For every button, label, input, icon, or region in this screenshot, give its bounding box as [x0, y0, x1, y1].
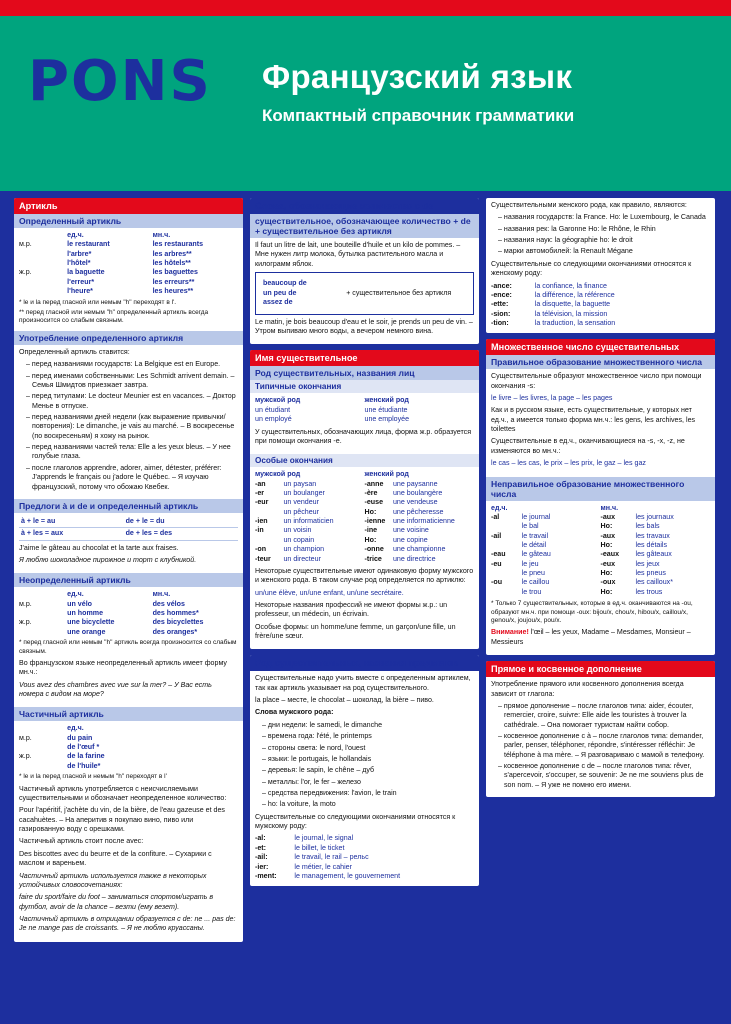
- objects-p3: Существительные со следующими окончаниями относятся к мужскому роду:: [255, 812, 456, 831]
- prep-example-fr: J'aime le gâteau au chocolat et la tarte aux fraises.: [19, 543, 179, 552]
- object-nouns-body: [250, 671, 479, 886]
- definite-note-2: ** перед гласной или немым "h" определенный артикль всегда произносится со слабым связным.: [19, 308, 209, 325]
- col-head-sg: ед.ч.: [67, 231, 84, 239]
- subsection-irregular-plural: Неправильное образование множественного числа: [486, 477, 715, 501]
- list-item: – названия наук: la géographie ho: le droit: [498, 236, 710, 245]
- table-row: -ou le caillou -oux les cailloux*: [491, 578, 673, 587]
- table-row: -ien un informaticien -ienne une informaticienne: [255, 517, 455, 526]
- header-band: [0, 16, 731, 191]
- complement-list: [491, 702, 710, 790]
- plural-p3: Как и в русском языке, есть существительные, у которых нет ед.ч., а имеется только форма мн.ч.: les gens, les archives, les toilettes: [491, 406, 696, 434]
- table-row: ж.р. de la farine: [19, 752, 105, 761]
- table-row: -er un boulanger -ère une boulangère: [255, 489, 443, 497]
- col-head-sg: ед.ч.: [67, 590, 84, 599]
- quantity-box-right: + существительное без артикля: [346, 288, 452, 297]
- list-item: – после глаголов apprendre, adorer, aimer, détester, préférer: J'apprends le français ou j'adore le Québec. – Я изучаю французский, потому что обожаю Квебек.: [26, 464, 238, 492]
- partitive-p7: Частичный артикль в отрицании образуется с de: ne ... pas de: Je ne mange pas de croissants. – Я не люблю круассаны.: [19, 914, 236, 933]
- table-row: -eau le gâteau -eaux les gâteaux: [491, 550, 672, 559]
- card-noun: [250, 350, 479, 649]
- typical-note: У существительных, обозначающих лица, форма ж.р. образуется при помощи окончания -e.: [255, 427, 472, 445]
- logo-text: PONS: [28, 49, 212, 114]
- section-title-plural: Множественное число существительных: [486, 339, 715, 355]
- section-title-object-nouns: Род существительных, названия предметов: [250, 655, 479, 671]
- table-row: une orange des oranges*: [67, 627, 198, 636]
- table-row: l'arbre* les arbres**: [67, 249, 192, 258]
- table-row: -eur un vendeur -euse une vendeuse: [255, 498, 438, 507]
- table-row: -al le journal -aux les journaux: [491, 512, 674, 521]
- quantity-p1: Il faut un litre de lait, une bouteille d'huile et un kilo de pommes. – Мне нужен литр молока, бутылка растительного масла и килограмм яблок.: [255, 241, 461, 268]
- special-p4: Особые формы: un homme/une femme, un garçon/une fille, un frère/une sœur.: [255, 622, 456, 641]
- subsection-article-usage: Употребление определенного артикля: [14, 331, 243, 345]
- table-row: -ail le travail -aux les travaux: [491, 531, 670, 540]
- table-row: -teur un directeur -trice une directrice: [255, 554, 436, 563]
- table-row: -ence: la différence, la référence: [491, 290, 615, 299]
- list-item: – названия государств: la France. Ho: le Luxembourg, le Canada: [498, 213, 710, 222]
- table-row: de l'œuf *: [67, 743, 100, 752]
- column-1: [14, 198, 243, 1010]
- quantity-box: [255, 272, 474, 315]
- partitive-p6: faire du sport/faire du foot – заниматься спортом/играть в футбол, avoir de la chance – везти (ему везет).: [19, 893, 214, 911]
- table-row: ж.р. la baguette les baguettes: [19, 268, 198, 277]
- feminine-p2: Существительные со следующими окончаниями относятся к женскому роду:: [491, 259, 692, 278]
- list-item: – ho: la voiture, la moto: [262, 800, 474, 809]
- table-row: un pêcheur Ho: une pêcheresse: [283, 507, 444, 516]
- page-subtitle: Компактный справочник грамматики: [262, 106, 575, 125]
- quantity-term: beaucoup de: [263, 279, 307, 288]
- definite-article-table: [19, 231, 238, 297]
- table-row: м.р. du pain: [19, 733, 93, 742]
- list-item: – дни недели: le samedi, le dimanche: [262, 721, 474, 730]
- subsection-regular-plural: Правильное образование множественного числа: [486, 355, 715, 369]
- indefinite-note: * перед гласной или немым "h" артикль всегда произносится со слабым связным.: [19, 639, 237, 655]
- partitive-p1: Частичный артикль употребляется с неисчисляемыми существительными и обозначает неопределенное количество:: [19, 784, 227, 802]
- table-row: un employé une employée: [255, 415, 410, 424]
- card-feminine-nouns: [486, 198, 715, 333]
- list-item: – названия рек: la Garonne Ho: le Rhône, le Rhin: [498, 225, 710, 234]
- objects-masc-head: Слова мужского рода:: [255, 708, 334, 717]
- objects-p2: la place – месте, le chocolat – шоколад, la bière – пиво.: [255, 696, 434, 705]
- col-head-sg: ед.ч.: [67, 724, 84, 733]
- partitive-article-table: [19, 724, 238, 771]
- table-row: l'erreur* les erreurs**: [67, 277, 195, 286]
- plural-p2: le livre – les livres, la page – les pages: [491, 394, 613, 403]
- table-row: le pneu Ho: les pneus: [521, 569, 666, 578]
- list-item: – металлы: l'or, le fer – железо: [262, 778, 474, 787]
- plural-note: * Только 7 существительных, которые в ед.ч. оканчиваются на -ou, образуют мн.ч. при помощи -oux: bijou/x, chou/x, hibou/x, caillou/x, genou/x, joujou/x, pou/x.: [491, 600, 693, 625]
- section-title-complement: Прямое и косвенное дополнение: [486, 661, 715, 677]
- list-item: – средства передвижения: l'avion, le train: [262, 789, 474, 798]
- definite-article-body: [14, 228, 243, 331]
- card-article: [14, 198, 243, 942]
- usage-list: [19, 360, 238, 492]
- partitive-p5: Частичный артикль используется также в некоторых устойчивых словосочетаниях:: [19, 871, 207, 889]
- irregular-plural-table: ед.ч. мн.ч. -al le journal -aux les journaux le bal Ho: les bals -ail le travail -aux les travaux le détail Ho: les détails -eau le gâteau -eaux les gâteaux -eu le jeu -eux les jeux le pneu Ho: les pneus -ou le caillou -oux les cailloux* le trou Ho: les trous: [491, 504, 710, 598]
- plural-p4: Существительные в ед.ч., оканчивающиеся на -s, -x, -z, не изменяются во мн.ч.:: [491, 437, 685, 455]
- column-2: [250, 198, 479, 1010]
- complement-body: [486, 677, 715, 797]
- table-row: м.р. le restaurant les restaurants: [19, 240, 204, 249]
- feminine-endings-table: [491, 282, 710, 329]
- table-row: -al: le journal, le signal: [255, 834, 354, 843]
- preposition-table: [19, 516, 238, 541]
- list-item: – перед именами собственными: Les Schmidt arrivent demain. – Семья Шмидтов приезжает завтра.: [26, 372, 238, 391]
- card-object-complement: [486, 661, 715, 797]
- col-head-pl: мн.ч.: [152, 590, 171, 599]
- attention-label: Внимание!: [491, 628, 529, 637]
- table-row: à + le = au de + le = du: [19, 516, 238, 528]
- subsection-prepositions: Предлоги à и de и определенный артикль: [14, 499, 243, 513]
- table-row: -tion: la traduction, la sensation: [491, 318, 616, 327]
- page-title: Французский язык: [262, 58, 573, 95]
- complement-p1: Употребление прямого или косвенного дополнения всегда зависит от глагола:: [491, 680, 684, 698]
- definite-note-1: * le и la перед гласной или немым "h" переходят в l'.: [19, 298, 177, 306]
- table-row: l'heure* les heures**: [67, 287, 194, 296]
- regular-plural-body: [486, 369, 715, 476]
- table-row: à + les = aux de + les = des: [19, 528, 238, 540]
- list-item: – прямое дополнение – после глаголов типа: aider, écouter, remercier, croire, suivre: Elle aide les touristes à trouver la cathédrale. – Она помогает туристам найти собор.: [498, 702, 710, 730]
- special-endings-table: мужской род женский род -an un paysan -anne une paysanne -er un boulanger -ère une boulangère -eur un vendeur -euse une vendeuse un pêcheur Ho: une pêcheresse -ien un informaticien -ienne une informaticienne -in un voisin -ine une voisine un copain Ho: une copine -on un champion -onne une championne -teur un directeur -trice une directrice: [255, 470, 474, 564]
- objects-p1: Существительные надо учить вместе с определенным артиклем, так как артикль указывает на род существительного.: [255, 674, 471, 692]
- list-item: – косвенное дополнение с à – после глаголов типа: demander, parler, penser, téléphoner, répondre, s'intéresser réfléchir: Je téléphone à ma mère. – Я разговариваю с мамой в телефону.: [498, 732, 710, 760]
- content-columns: [14, 198, 717, 1010]
- quantity-term: assez de: [263, 298, 293, 307]
- plural-p5: le cas – les cas, le prix – les prix, le gaz – les gaz: [491, 459, 646, 468]
- table-row: м.р. un vélo des vélos: [19, 599, 185, 608]
- typical-endings-table: мужской род женский род un étudiant une étudiante un employé une employée: [255, 396, 474, 424]
- partitive-p4: Des biscottes avec du beurre et de la confiture. – Сухарики с маслом и вареньем.: [19, 849, 212, 868]
- usage-intro: Определенный артикль ставится:: [19, 347, 130, 356]
- section-title-noun: Имя существительное: [250, 350, 479, 366]
- table-row: un copain Ho: une copine: [283, 535, 428, 544]
- card-quantity: [250, 198, 479, 344]
- table-row: -et: le billet, le ticket: [255, 843, 345, 852]
- quantity-body: [250, 238, 479, 344]
- section-title-article: Артикль: [14, 198, 243, 214]
- top-red-strip: [0, 0, 731, 16]
- objects-endings-table: [255, 834, 474, 881]
- table-row: ж.р. une bicyclette des bicyclettes: [19, 618, 204, 627]
- table-row: un homme des hommes*: [67, 609, 199, 618]
- list-item: – перед названиями государств: La Belgique est en Europe.: [26, 360, 238, 369]
- objects-masc-list: [255, 721, 474, 810]
- feminine-p1: Существительными женского рода, как правило, являются:: [491, 201, 687, 209]
- article-usage-body: [14, 345, 243, 499]
- list-item: – марки автомобилей: la Renault Mégane: [498, 247, 710, 256]
- subsection-noun-gender: Род существительных, названия лиц: [250, 366, 479, 380]
- list-item: – языки: le portugais, le hollandais: [262, 755, 474, 764]
- subsection-special-endings: Особые окончания: [250, 454, 479, 467]
- list-item: – деревья: le sapin, le chêne – дуб: [262, 766, 474, 775]
- subsection-typical-endings: Типичные окончания: [250, 380, 479, 393]
- table-row: -ail: le travail, le rail – рельс: [255, 853, 369, 862]
- card-plural: [486, 339, 715, 655]
- prep-example-ru: Я люблю шоколадное пирожное и торт с клубникой.: [19, 555, 197, 564]
- table-row: -sion: la télévision, la mission: [491, 309, 608, 318]
- attention-text: l'œil – les yeux, Madame – Mesdames, Monsieur – Messieurs: [491, 628, 691, 646]
- subsection-indefinite-article: Неопределенный артикль: [14, 573, 243, 587]
- table-row: un étudiant une étudiante: [255, 405, 408, 414]
- indefinite-article-table: [19, 590, 238, 637]
- typical-endings-body: [250, 393, 479, 454]
- subsection-partitive-article: Частичный артикль: [14, 707, 243, 721]
- special-endings-body: [250, 467, 479, 649]
- table-row: -eu le jeu -eux les jeux: [491, 559, 660, 568]
- indefinite-p2: Vous avez des chambres avec vue sur la mer? – У Вас есть номера с видом на море?: [19, 680, 212, 699]
- list-item: – стороны света: le nord, l'ouest: [262, 744, 474, 753]
- card-object-nouns: [250, 655, 479, 886]
- irregular-plural-body: [486, 501, 715, 656]
- indefinite-p1: Во французском языке неопределенный артикль имеет форму мн.ч.:: [19, 658, 227, 677]
- table-row: -in un voisin -ine une voisine: [255, 526, 429, 535]
- partitive-note: * le и la перед гласной и немым "h" переходят в l': [19, 773, 167, 781]
- list-item: – времена года: l'été, le printemps: [262, 732, 474, 741]
- col-head-pl: мн.ч.: [152, 231, 171, 239]
- table-row: le détail Ho: les détails: [521, 540, 668, 549]
- partitive-article-body: [14, 721, 243, 941]
- partitive-p2: Pour l'apéritif, j'achète du vin, de la bière, de l'eau gazeuse et des cacahuètes. – На аперитив я покупаю вино, пиво или газированную воду с орешками.: [19, 806, 225, 834]
- table-row: de l'huile*: [67, 761, 101, 770]
- special-p3: Некоторые названия профессий не имеют формы ж.р.: un professeur, un médecin, un écrivain.: [255, 600, 448, 619]
- list-item: – косвенное дополнение с de – после глаголов типа: rêver, s'apercevoir, s'occuper, se souvenir: Je ne me souviens plus de son nom. – Я уже не помню его имени.: [498, 762, 710, 790]
- table-row: le trou Ho: les trous: [521, 587, 663, 596]
- plural-p1: Существительные образуют множественное число при помощи окончания -s:: [491, 372, 702, 390]
- subsection-definite-article: Определенный артикль: [14, 214, 243, 228]
- special-p2: un/une élève, un/une enfant, un/une secrétaire.: [255, 588, 404, 597]
- prepositions-body: [14, 513, 243, 573]
- quantity-p2: Le matin, je bois beaucoup d'eau et le soir, je prends un peu de vin. – Утром выпиваю много воды, а вечером немного вина.: [255, 317, 473, 336]
- section-title-quantity: Слова, обозначающие количество с de: [250, 198, 479, 214]
- table-row: -ance: la confiance, la finance: [491, 281, 607, 290]
- table-row: -ment: le management, le gouvernement: [255, 871, 401, 880]
- feminine-list: [491, 213, 710, 256]
- indefinite-article-body: [14, 587, 243, 707]
- list-item: – перед титулами: Le docteur Meunier est en vacances. – Доктор Менье в отпуске.: [26, 392, 238, 411]
- quantity-formula: существительное, обозначающее количество + de + существительное без артикля: [250, 214, 479, 238]
- pons-logo: [28, 49, 238, 114]
- list-item: – перед названиями частей тела: Elle a les yeux bleus. – У нее голубые глаза.: [26, 443, 238, 462]
- table-row: -ette: la disquette, la baguette: [491, 300, 611, 309]
- column-3: [486, 198, 715, 1010]
- table-row: -ier: le métier, le cahier: [255, 862, 352, 871]
- quantity-box-table: [260, 276, 469, 311]
- table-row: l'hôtel* les hôtels**: [67, 259, 191, 268]
- table-row: le bal Ho: les bals: [521, 522, 660, 531]
- table-row: -an un paysan -anne une paysanne: [255, 479, 438, 488]
- feminine-body: [486, 198, 715, 333]
- table-row: -on un champion -onne une championne: [255, 545, 446, 554]
- list-item: – перед названиями дней недели (как выражение привычки/повторения): Le dimanche, je vais au marché. – В воскресенье (по воскресеньям) я хожу на рынок.: [26, 413, 238, 441]
- quantity-term: un peu de: [263, 288, 297, 297]
- partitive-p3: Частичный артикль стоит после avec:: [19, 837, 144, 846]
- special-p1: Некоторые существительные имеют одинаковую форму мужского и женского рода. В таком случае род определяется по артиклю:: [255, 566, 474, 585]
